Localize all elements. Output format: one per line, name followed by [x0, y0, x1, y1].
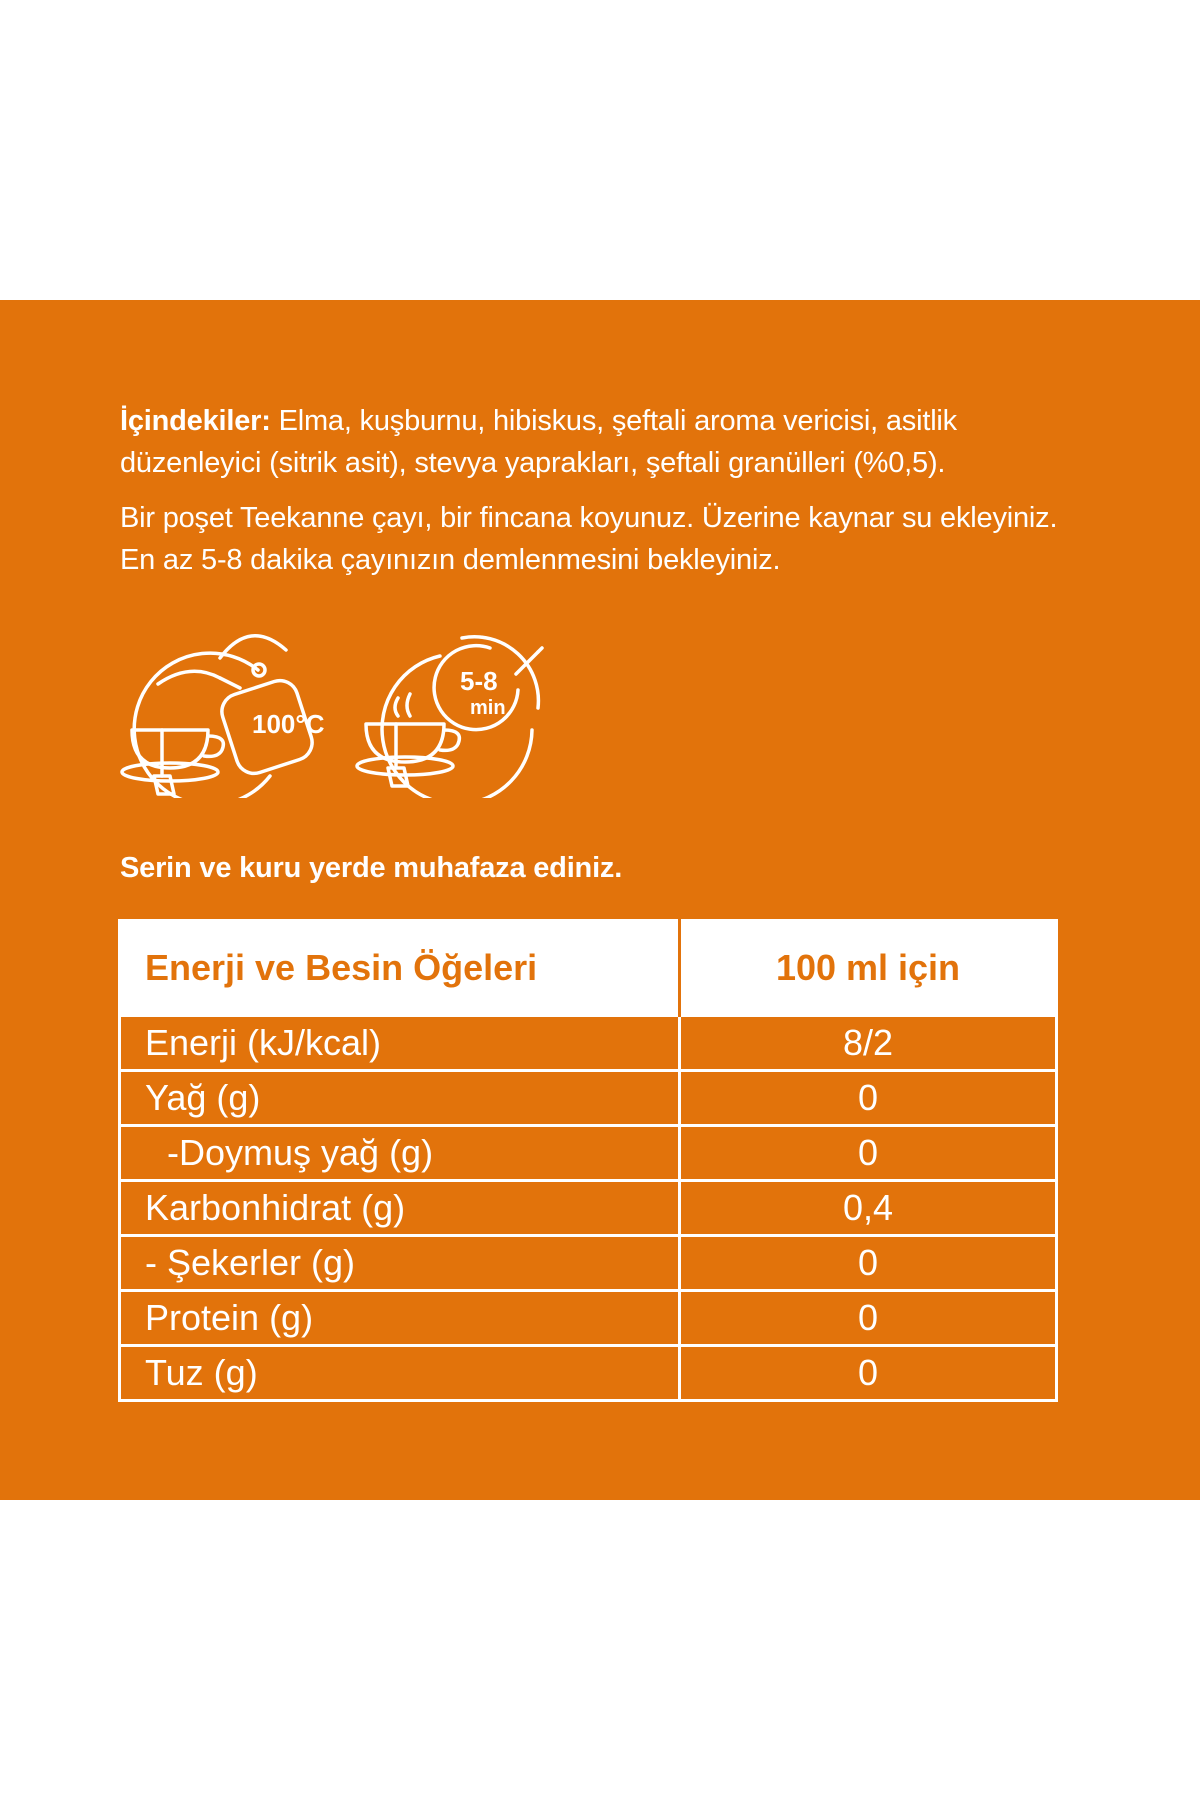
table-row: [120, 1126, 1057, 1181]
storage-instructions: Serin ve kuru yerde muhafaza ediniz.: [120, 852, 623, 884]
table-row: [120, 1181, 1057, 1236]
nutrient-label: Karbonhidrat (g): [120, 1181, 680, 1236]
temperature-label: 100°C: [252, 709, 325, 739]
nutrient-value: 0: [680, 1071, 1057, 1126]
ingredients-label: İçindekiler:: [120, 405, 271, 437]
nutrient-label: Tuz (g): [120, 1346, 680, 1401]
nutrition-table: [118, 919, 1058, 1402]
table-row: [120, 1016, 1057, 1071]
table-row: [120, 1236, 1057, 1291]
table-row: [120, 1071, 1057, 1126]
nutrient-value: 0: [680, 1126, 1057, 1181]
nutrition-header-value: 100 ml için: [680, 921, 1057, 1016]
table-row: [120, 1346, 1057, 1401]
nutrition-header-label: Enerji ve Besin Öğeleri: [120, 921, 680, 1016]
ingredients-text: [120, 400, 1080, 484]
timer-time-label: 5-8: [460, 666, 498, 696]
brewing-icons: [110, 618, 570, 798]
table-row: [120, 1291, 1057, 1346]
nutrient-value: 0: [680, 1346, 1057, 1401]
nutrition-header-row: [120, 921, 1057, 1016]
nutrient-label: Protein (g): [120, 1291, 680, 1346]
nutrient-label: -Doymuş yağ (g): [120, 1126, 680, 1181]
nutrient-value: 0: [680, 1236, 1057, 1291]
nutrient-value: 8/2: [680, 1016, 1057, 1071]
nutrient-label: Enerji (kJ/kcal): [120, 1016, 680, 1071]
nutrient-label: Yağ (g): [120, 1071, 680, 1126]
nutrient-label: - Şekerler (g): [120, 1236, 680, 1291]
brewing-instructions: Bir poşet Teekanne çayı, bir fincana koyunuz. Üzerine kaynar su ekleyiniz. En az 5-8 dakika çayınızın demlenmesini bekleyiniz.: [120, 502, 1058, 576]
ingredients-list: Elma, kuşburnu, hibiskus, şeftali aroma vericisi, asitlik düzenleyici (sitrik asit), stevya yaprakları, şeftali granülleri (%0,5).: [120, 405, 957, 479]
info-panel: [0, 300, 1200, 1500]
nutrient-value: 0: [680, 1291, 1057, 1346]
timer-unit-label: min: [470, 697, 506, 719]
nutrient-value: 0,4: [680, 1181, 1057, 1236]
timer-cup-icon: [357, 637, 542, 798]
